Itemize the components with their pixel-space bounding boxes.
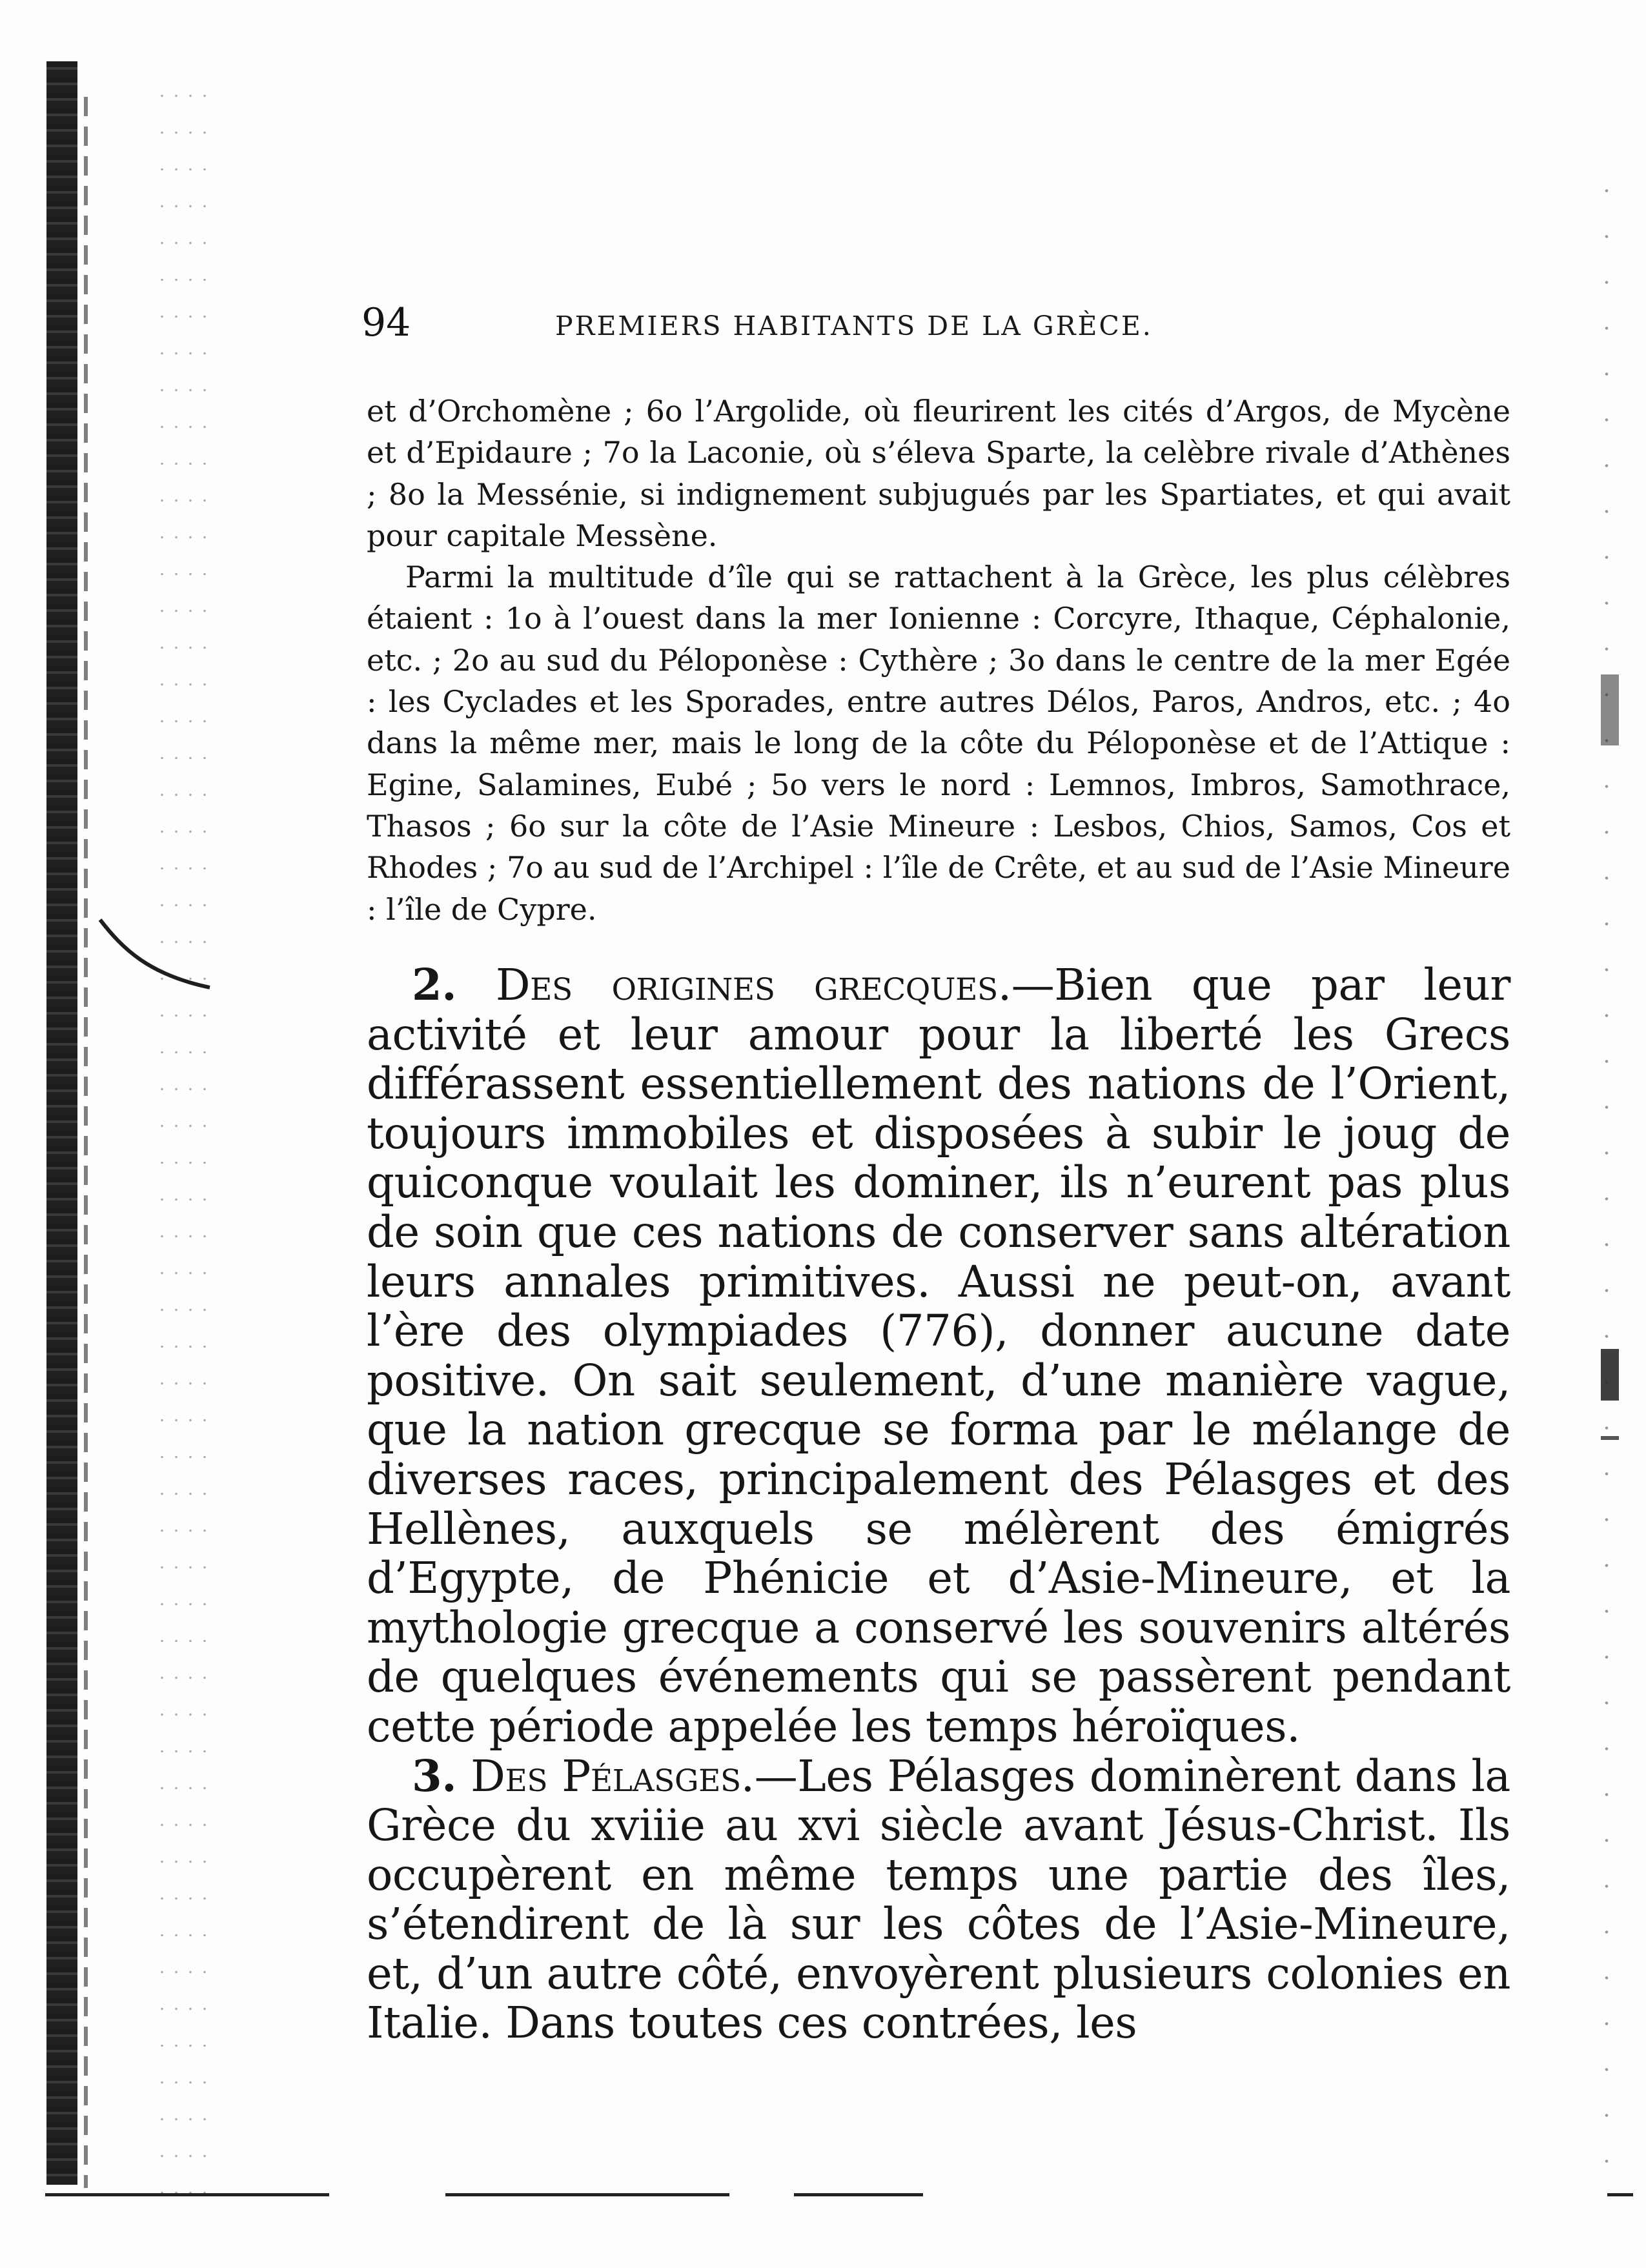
section-origines <box>367 960 1510 1752</box>
running-title: PREMIERS HABITANTS DE LA GRÈCE. <box>555 310 1153 341</box>
small-print-block <box>367 390 1510 930</box>
book-spine-shadow <box>46 61 77 2185</box>
page-header <box>361 297 1517 349</box>
section-heading: Des Pélasges. <box>471 1750 755 1801</box>
heading-dash: — <box>754 1750 798 1801</box>
bottom-edge-line <box>794 2193 923 2196</box>
gutter-speckles <box>155 77 213 2207</box>
right-margin-speckles <box>1598 168 1617 2201</box>
section-body: Bien que par leur activité et leur amour pour la liberté les Grecs différassent essentiellement des nations de l’Orient, toujours immobiles et disposées à subir le joug de quiconque voulait les dominer, ils n’eurent pas plus de soin que ces nations de conserver sans altération leurs annales primitives. Aussi ne peut-on, avant l’ère des olympiades (776), donner aucune date positive. On sait seulement, d’une manière vague, que la nation grecque se forma par le mélange de diverses races, principalement des Pélasges et des Hellènes, auxquels se mélèrent des émigrés d’Egypte, de Phénicie et d’Asie-Mineure, et la mythologie grecque a conservé les souvenirs altérés de quelques événements qui se passèrent pendant cette période appelée les temps héroïques. <box>367 960 1510 1752</box>
section-number: 3. <box>412 1750 457 1801</box>
bottom-edge-line <box>45 2193 329 2196</box>
section-pelasges <box>367 1752 1510 2049</box>
heading-dash: — <box>1011 960 1055 1010</box>
page-number: 94 <box>361 300 411 345</box>
section-heading: Des origines grecques. <box>495 960 1011 1010</box>
paragraph-islands: Parmi la multitude d’île qui se rattachent à la Grèce, les plus célèbres étaient : 1o à l’ouest dans la mer Ionienne : Corcyre, Ithaque, Céphalonie, etc. ; 2o au sud du Péloponèse : Cythère ; 3o dans le centre de la mer Egée : les Cyclades et les Sporades, entre autres Délos, Paros, Andros, etc. ; 4o dans la même mer, mais le long de la côte du Péloponèse et de l’Attique : Egine, Salamines, Eubé ; 5o vers le nord : Lemnos, Imbros, Samothrace, Thasos ; 6o sur la côte de l’Asie Mineure : Lesbos, Chios, Samos, Cos et Rhodes ; 7o au sud de l’Archipel : l’île de Crête, et au sud de l’Asie Mineure : l’île de Cypre. <box>367 560 1510 927</box>
main-text-block <box>367 960 1510 2048</box>
right-edge-mark <box>1601 1436 1619 1440</box>
bottom-edge-line <box>445 2193 729 2196</box>
right-edge-mark <box>1601 674 1619 745</box>
bottom-edge-line <box>1607 2193 1633 2196</box>
section-body: Les Pélasges dominèrent dans la Grèce du xviiie au xvi siècle avant Jésus-Christ. Ils occupèrent en même temps une partie des îles, s’étendirent de là sur les côtes de l’Asie-Mineure, et, d’un autre côté, envoyèrent plusieurs colonies en Italie. Dans toutes ces contrées, les <box>367 1750 1510 2049</box>
spine-edge-marks <box>84 97 88 2188</box>
right-edge-mark <box>1601 1349 1619 1401</box>
paragraph-regions-continued: et d’Orchomène ; 6o l’Argolide, où fleurirent les cités d’Argos, de Mycène et d’Epidaure ; 7o la Laconie, où s’éleva Sparte, la celèbre rivale d’Athènes ; 8o la Messénie, si indignement subjugués par les Spartiates, et qui avait pour capitale Messène. <box>367 394 1510 553</box>
pencil-mark-icon <box>97 916 213 994</box>
section-number: 2. <box>412 959 457 1010</box>
